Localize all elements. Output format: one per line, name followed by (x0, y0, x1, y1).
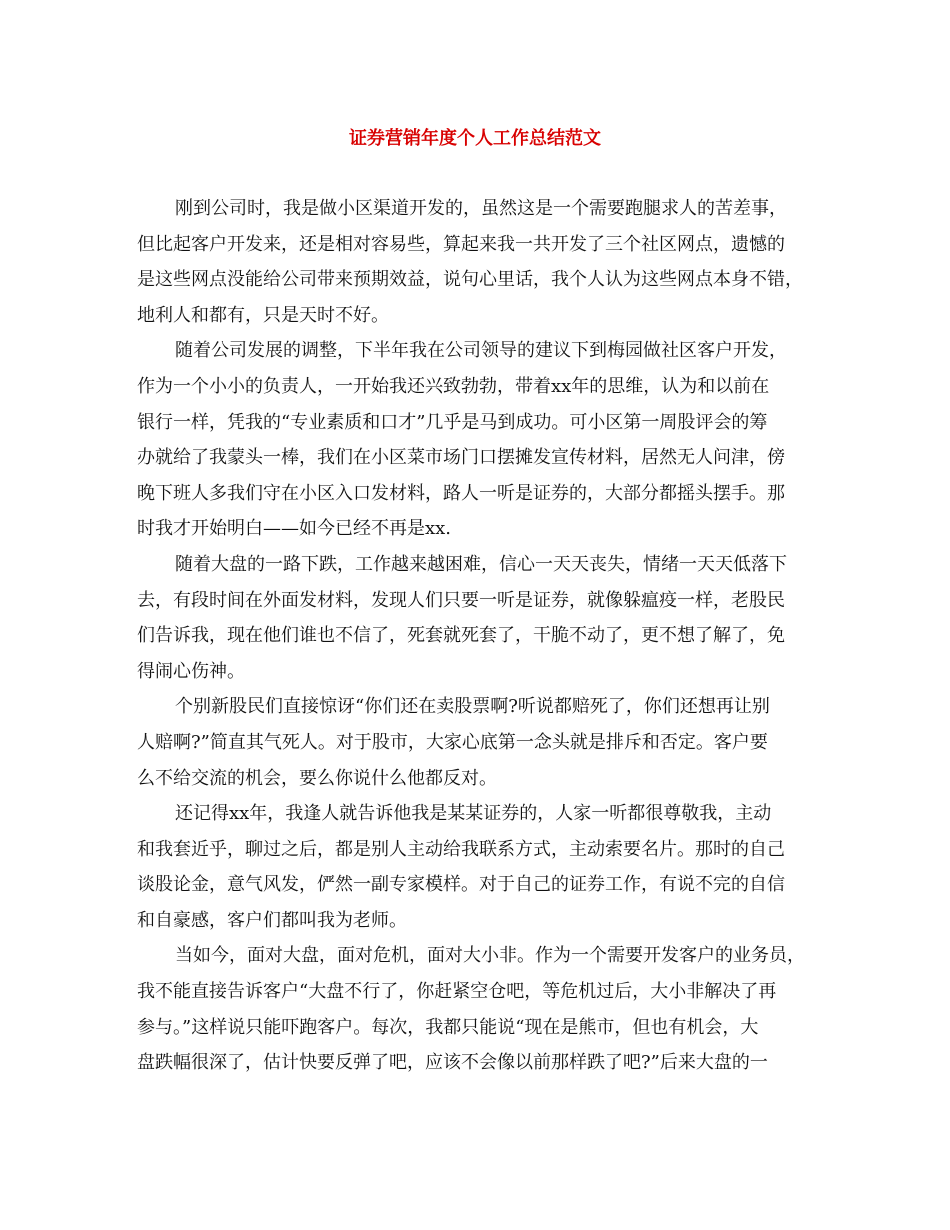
paragraph-line: 当如今，面对大盘，面对危机，面对大小非。作为一个需要开发客户的业务员， (175, 945, 805, 967)
paragraph-line: 我不能直接告诉客户“大盘不行了，你赶紧空仓吧，等危机过后，大小非解决了再 (137, 981, 777, 1003)
paragraph-line: 随着大盘的一路下跌，工作越来越困难，信心一天天丧失，情绪一天天低落下 (175, 553, 787, 575)
paragraph-line: 人赔啊?”简直其气死人。对于股市，大家心底第一念头就是排斥和否定。客户要 (137, 731, 768, 753)
paragraph-5 (137, 796, 827, 938)
paragraph-line: 们告诉我，现在他们谁也不信了，死套就死套了，干脆不动了，更不想了解了，免 (137, 625, 785, 647)
paragraph-1 (137, 191, 827, 333)
paragraph-line: 和自豪感，客户们都叫我为老师。 (137, 909, 407, 931)
paragraph-line: 刚到公司时，我是做小区渠道开发的，虽然这是一个需要跑腿求人的苦差事， (175, 198, 787, 219)
paragraph-line: 银行一样，凭我的“专业素质和口才”几乎是马到成功。可小区第一周股评会的筹 (137, 411, 768, 433)
paragraph-6 (137, 938, 827, 1080)
paragraph-line: 时我才开始明白——如今已经不再是xx. (137, 518, 452, 540)
paragraph-line: 参与。”这样说只能吓跑客户。每次，我都只能说“现在是熊市，但也有机会，大 (137, 1016, 759, 1038)
paragraph-line: 晚下班人多我们守在小区入口发材料，路人一听是证券的，大部分都摇头摆手。那 (137, 482, 785, 504)
paragraph-3 (137, 547, 827, 689)
paragraph-line: 和我套近乎，聊过之后，都是别人主动给我联系方式，主动索要名片。那时的自己 (137, 838, 785, 860)
paragraph-line: 谈股论金，意气风发，俨然一副专家模样。对于自己的证券工作，有说不完的自信 (137, 874, 785, 896)
document-body (137, 191, 827, 1081)
paragraph-line: 还记得xx年，我逢人就告诉他我是某某证券的，人家一听都很尊敬我，主动 (175, 803, 772, 825)
paragraph-line: 盘跌幅很深了，估计快要反弹了吧，应该不会像以前那样跌了吧?”后来大盘的一 (137, 1052, 768, 1074)
document-title: 证券营销年度个人工作总结范文 (349, 128, 601, 149)
paragraph-line: 去，有段时间在外面发材料，发现人们只要一听是证券，就像躲瘟疫一样，老股民 (137, 589, 785, 611)
paragraph-line: 地利人和都有，只是天时不好。 (137, 304, 389, 326)
paragraph-line: 作为一个小小的负责人，一开始我还兴致勃勃，带着xx年的思维，认为和以前在 (137, 375, 770, 397)
paragraph-line: 但比起客户开发来，还是相对容易些，算起来我一共开发了三个社区网点，遗憾的 (137, 233, 785, 255)
paragraph-line: 随着公司发展的调整，下半年我在公司领导的建议下到梅园做社区客户开发， (175, 340, 787, 362)
paragraph-line: 是这些网点没能给公司带来预期效益，说句心里话，我个人认为这些网点本身不错， (137, 269, 803, 291)
paragraph-line: 办就给了我蒙头一棒，我们在小区菜市场门口摆摊发宣传材料，居然无人问津，傍 (137, 447, 785, 469)
paragraph-4 (137, 689, 827, 796)
paragraph-line: 么不给交流的机会，要么你说什么他都反对。 (137, 767, 497, 789)
paragraph-line: 个别新股民们直接惊讶“你们还在卖股票啊?听说都赔死了，你们还想再让别 (175, 696, 770, 718)
paragraph-line: 得闹心伤神。 (137, 660, 245, 682)
paragraph-2 (137, 333, 827, 547)
